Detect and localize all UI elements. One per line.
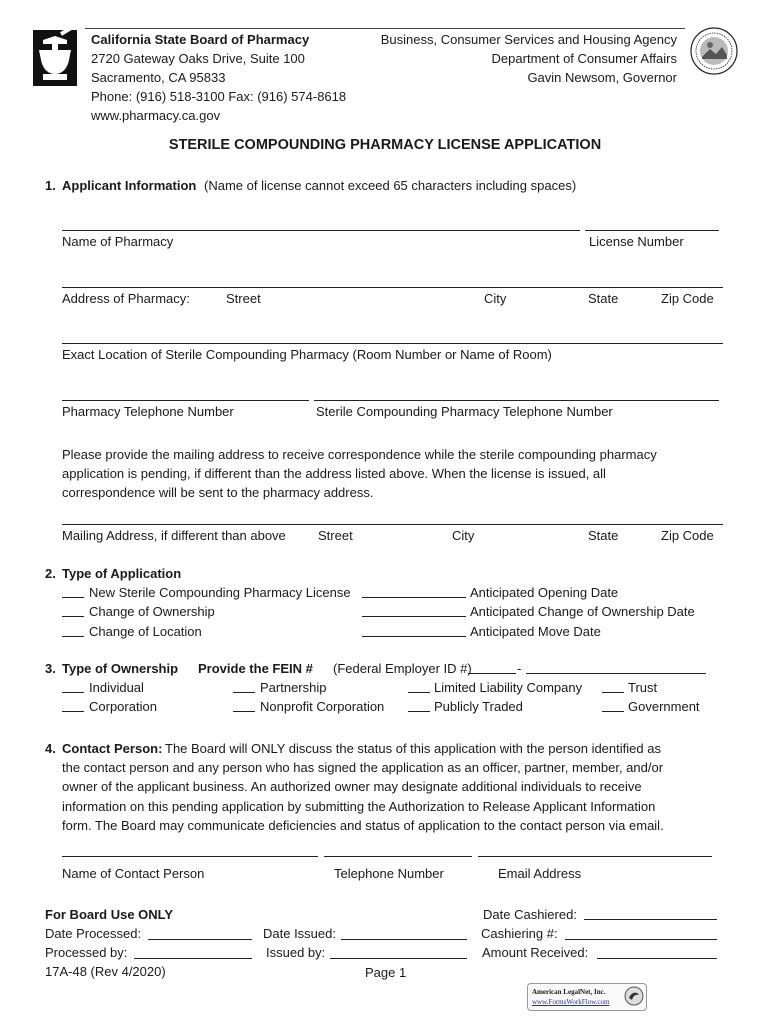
processed-by-label: Processed by: [45, 945, 128, 960]
section3-number: 3. [45, 661, 56, 676]
contact-email-input[interactable] [478, 842, 712, 857]
government-checkbox[interactable] [602, 698, 624, 712]
board-address-line1: 2720 Gateway Oaks Drive, Suite 100 [91, 51, 305, 66]
state-seal-icon [690, 27, 738, 75]
sterile-phone-label: Sterile Compounding Pharmacy Telephone Number [316, 404, 613, 419]
contact-phone-input[interactable] [324, 842, 472, 857]
section2-number: 2. [45, 566, 56, 581]
nonprofit-checkbox[interactable] [233, 698, 255, 712]
ownership-date-label: Anticipated Change of Ownership Date [470, 604, 695, 619]
board-phone: Phone: (916) 518-3100 Fax: (916) 574-8618 [91, 89, 347, 104]
trust-label: Trust [628, 680, 658, 695]
date-processed-label: Date Processed: [45, 926, 142, 941]
mailing-paragraph-line1: Please provide the mailing address to receive correspondence while the sterile compounding pharmacy [62, 447, 657, 462]
sterile-phone-input[interactable] [314, 386, 719, 401]
amount-received-input[interactable] [597, 945, 717, 959]
contact-phone-label: Telephone Number [334, 866, 444, 881]
amount-received-label: Amount Received: [482, 945, 589, 960]
governor-name: Gavin Newsom, Governor [527, 70, 677, 85]
llc-checkbox[interactable] [408, 679, 430, 693]
issued-by-label: Issued by: [266, 945, 326, 960]
board-address-line2: Sacramento, CA 95833 [91, 70, 226, 85]
fein-dash: - [517, 661, 522, 676]
exact-location-label: Exact Location of Sterile Compounding Pharmacy (Room Number or Name of Room) [62, 347, 552, 362]
new-license-checkbox[interactable] [62, 584, 84, 598]
section4-line1: The Board will ONLY discuss the status of this application with the person identified as [165, 741, 661, 756]
llc-label: Limited Liability Company [434, 680, 583, 695]
mailing-address-input[interactable] [62, 510, 723, 525]
mailing-state-label: State [588, 528, 619, 543]
mailing-zip-label: Zip Code [661, 528, 714, 543]
opening-date-label: Anticipated Opening Date [470, 585, 619, 600]
state-label: State [588, 291, 619, 306]
section2-heading: Type of Application [62, 566, 182, 581]
new-license-label: New Sterile Compounding Pharmacy License [89, 585, 351, 600]
partnership-checkbox[interactable] [233, 679, 255, 693]
board-use-heading: For Board Use ONLY [45, 907, 174, 922]
agency-name: Business, Consumer Services and Housing Agency [380, 32, 677, 47]
individual-label: Individual [89, 680, 144, 695]
date-processed-input[interactable] [148, 926, 252, 940]
change-ownership-label: Change of Ownership [89, 604, 215, 619]
license-number-input[interactable] [585, 216, 719, 231]
zip-label: Zip Code [661, 291, 714, 306]
move-date-input[interactable] [362, 623, 466, 637]
opening-date-input[interactable] [362, 584, 466, 598]
fein-suffix-input[interactable] [526, 660, 706, 674]
section4-line4: information on this pending application by submitting the Authorization to Release Applicant Information [62, 799, 656, 814]
board-name: California State Board of Pharmacy [91, 32, 310, 47]
fein-prefix-input[interactable] [468, 660, 516, 674]
contact-name-input[interactable] [62, 842, 318, 857]
ownership-date-input[interactable] [362, 603, 466, 617]
pharmacy-phone-label: Pharmacy Telephone Number [62, 404, 234, 419]
publicly-traded-label: Publicly Traded [434, 699, 523, 714]
nonprofit-label: Nonprofit Corporation [260, 699, 385, 714]
alnet-name: American LegalNet, Inc. [532, 988, 606, 996]
mailing-address-label: Mailing Address, if different than above [62, 528, 286, 543]
trust-checkbox[interactable] [602, 679, 624, 693]
date-cashiered-label: Date Cashiered: [483, 907, 577, 922]
corporation-checkbox[interactable] [62, 698, 84, 712]
section4-line5: form. The Board may communicate deficiencies and status of application to the contact person via email. [62, 818, 664, 833]
section4-number: 4. [45, 741, 56, 756]
processed-by-input[interactable] [134, 945, 252, 959]
change-location-checkbox[interactable] [62, 623, 84, 637]
pharmacy-name-input[interactable] [62, 216, 580, 231]
board-website: www.pharmacy.ca.gov [91, 108, 221, 123]
date-cashiered-input[interactable] [584, 906, 717, 920]
license-number-label: License Number [589, 234, 684, 249]
mailing-paragraph-line3: correspondence will be sent to the pharmacy address. [62, 485, 374, 500]
page-number: Page 1 [365, 965, 407, 980]
publicly-traded-checkbox[interactable] [408, 698, 430, 712]
pharmacy-name-label: Name of Pharmacy [62, 234, 174, 249]
contact-name-label: Name of Contact Person [62, 866, 205, 881]
mailing-city-label: City [452, 528, 475, 543]
section4-line2: the contact person and any person who has signed the application as an officer, partner, member, and/or [62, 760, 664, 775]
mortar-pestle-logo-icon [33, 30, 77, 86]
department-name: Department of Consumer Affairs [491, 51, 677, 66]
cashiering-input[interactable] [565, 926, 717, 940]
city-label: City [484, 291, 507, 306]
pharmacy-address-label: Address of Pharmacy: [62, 291, 190, 306]
fein-note: (Federal Employer ID #) [333, 661, 472, 676]
issued-by-input[interactable] [330, 945, 467, 959]
pharmacy-address-input[interactable] [62, 273, 723, 288]
alnet-logo-icon [624, 986, 644, 1006]
exact-location-input[interactable] [62, 329, 723, 344]
mailing-paragraph-line2: application is pending, if different than the address listed above. When the license is issued, all [62, 466, 606, 481]
alnet-badge[interactable] [527, 983, 647, 1011]
mailing-street-label: Street [318, 528, 353, 543]
section4-line3: owner of the applicant business. An authorized owner may designate additional individuals to receive [62, 779, 642, 794]
section4-heading: Contact Person: [62, 741, 163, 756]
date-issued-input[interactable] [341, 926, 467, 940]
section1-heading: Applicant Information [62, 178, 197, 193]
date-issued-label: Date Issued: [263, 926, 336, 941]
section1-note: (Name of license cannot exceed 65 characters including spaces) [204, 178, 577, 193]
pharmacy-phone-input[interactable] [62, 386, 309, 401]
fein-label: Provide the FEIN # [198, 661, 313, 676]
individual-checkbox[interactable] [62, 679, 84, 693]
contact-email-label: Email Address [498, 866, 582, 881]
section3-heading: Type of Ownership [62, 661, 179, 676]
move-date-label: Anticipated Move Date [470, 624, 601, 639]
government-label: Government [628, 699, 700, 714]
change-ownership-checkbox[interactable] [62, 603, 84, 617]
form-number: 17A-48 (Rev 4/2020) [45, 964, 166, 979]
section1-number: 1. [45, 178, 56, 193]
form-title: STERILE COMPOUNDING PHARMACY LICENSE APPLICATION [168, 137, 602, 153]
partnership-label: Partnership [260, 680, 327, 695]
header-top-rule [85, 28, 685, 29]
street-label: Street [226, 291, 261, 306]
corporation-label: Corporation [89, 699, 157, 714]
change-location-label: Change of Location [89, 624, 202, 639]
cashiering-label: Cashiering #: [481, 926, 558, 941]
alnet-url[interactable]: www.FormsWorkFlow.com [532, 998, 610, 1006]
